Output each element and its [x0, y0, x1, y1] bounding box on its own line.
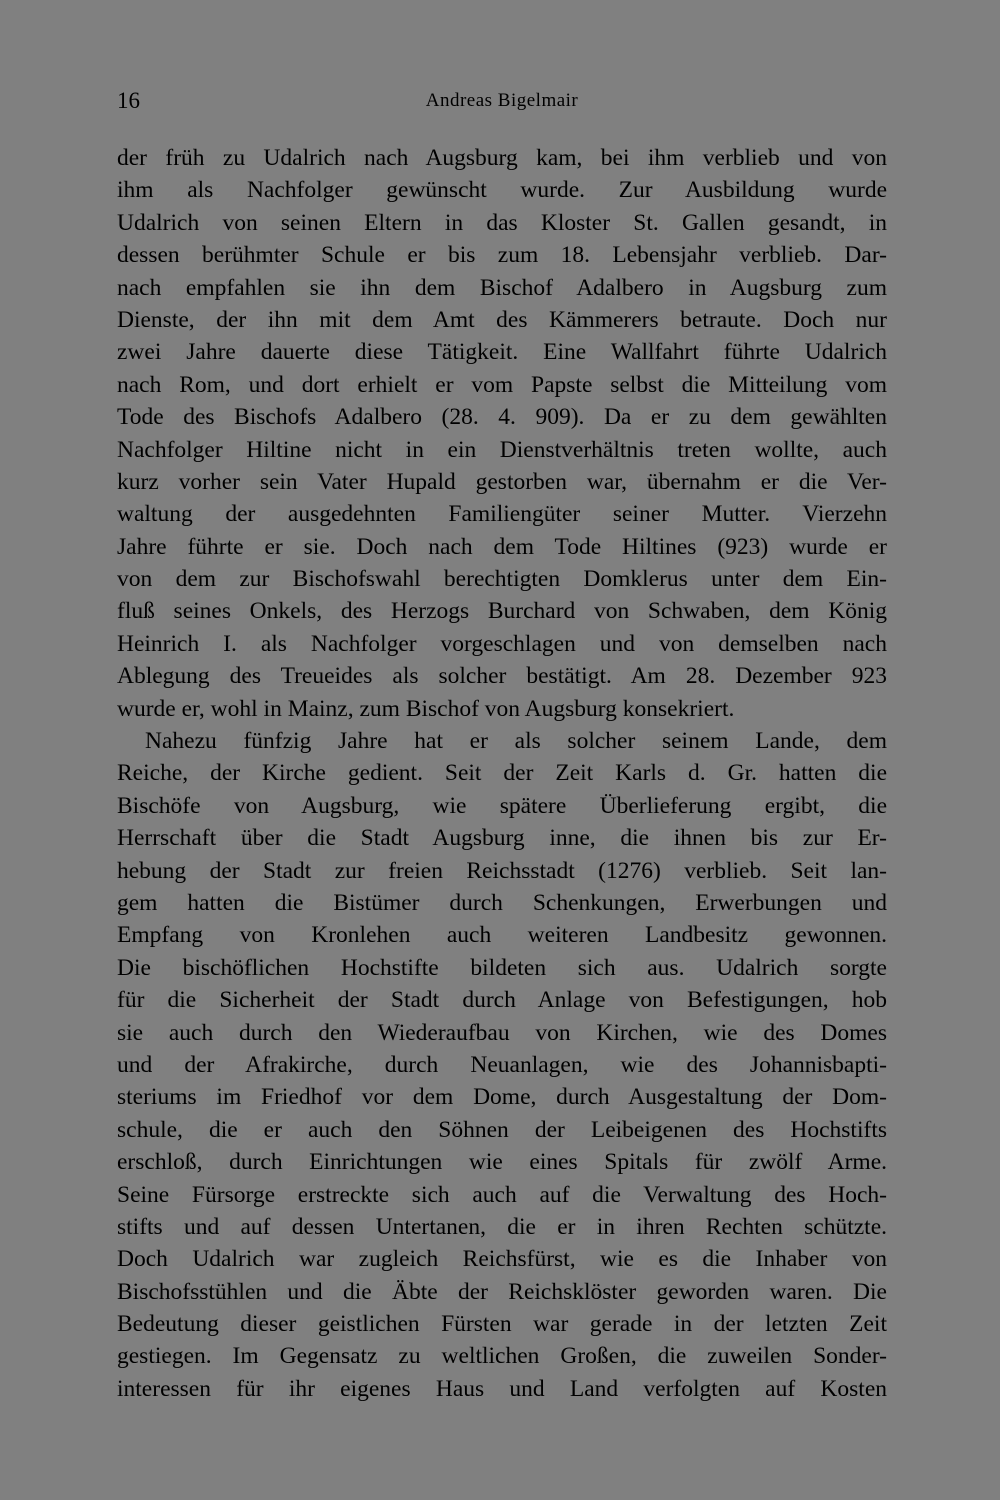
text-line: Doch Udalrich war zugleich Reichsfürst, wie es die Inhaber von	[117, 1246, 887, 1273]
text-line: Heinrich I. als Nachfolger vorgeschlagen und von demselben nach	[117, 630, 887, 657]
text-line: kurz vorher sein Vater Hupald gestorben war, übernahm er die Ver-	[117, 468, 887, 495]
text-line: ihm als Nachfolger gewünscht wurde. Zur Ausbildung wurde	[117, 177, 887, 204]
text-line: zwei Jahre dauerte diese Tätigkeit. Eine Wallfahrt führte Udalrich	[117, 339, 887, 366]
text-line: Nahezu fünfzig Jahre hat er als solcher seinem Lande, dem	[145, 728, 887, 755]
text-line: nach empfahlen sie ihn dem Bischof Adalbero in Augsburg zum	[117, 274, 887, 301]
text-line: Jahre führte er sie. Doch nach dem Tode Hiltines (923) wurde er	[117, 533, 887, 560]
text-line: wurde er, wohl in Mainz, zum Bischof von Augsburg konsekriert.	[117, 695, 735, 722]
text-line: gem hatten die Bistümer durch Schenkungen, Erwerbungen und	[117, 889, 887, 916]
text-line: hebung der Stadt zur freien Reichsstadt (1276) verblieb. Seit lan-	[117, 857, 887, 884]
text-line: und der Afrakirche, durch Neuanlagen, wie des Johannisbapti-	[117, 1051, 887, 1078]
text-line: von dem zur Bischofswahl berechtigten Domklerus unter dem Ein-	[117, 566, 887, 593]
paragraph	[117, 725, 887, 1405]
paragraph	[117, 142, 887, 725]
text-line: Bischofsstühlen und die Äbte der Reichsklöster geworden waren. Die	[117, 1278, 887, 1305]
text-line: Nachfolger Hiltine nicht in ein Dienstverhältnis treten wollte, auch	[117, 436, 887, 463]
text-line: für die Sicherheit der Stadt durch Anlage von Befestigungen, hob	[117, 987, 887, 1014]
text-line: Die bischöflichen Hochstifte bildeten sich aus. Udalrich sorgte	[117, 954, 887, 981]
text-line: Udalrich von seinen Eltern in das Kloster St. Gallen gesandt, in	[117, 209, 887, 236]
text-line: Empfang von Kronlehen auch weiteren Landbesitz gewonnen.	[117, 922, 887, 949]
text-line: Herrschaft über die Stadt Augsburg inne, die ihnen bis zur Er-	[117, 825, 887, 852]
page-number: 16	[117, 88, 140, 113]
text-line: steriums im Friedhof vor dem Dome, durch Ausgestaltung der Dom-	[117, 1084, 887, 1111]
text-line: Bischöfe von Augsburg, wie spätere Überlieferung ergibt, die	[117, 792, 887, 819]
text-line: Reiche, der Kirche gedient. Seit der Zeit Karls d. Gr. hatten die	[117, 760, 887, 787]
text-line: Tode des Bischofs Adalbero (28. 4. 909). Da er zu dem gewählten	[117, 404, 887, 431]
body-text	[117, 142, 887, 1405]
text-line: sie auch durch den Wiederaufbau von Kirchen, wie des Domes	[117, 1019, 887, 1046]
running-head-title: Andreas Bigelmair	[425, 90, 579, 111]
text-line: erschloß, durch Einrichtungen wie eines Spitals für zwölf Arme.	[117, 1149, 887, 1176]
text-line: stifts und auf dessen Untertanen, die er in ihren Rechten schützte.	[117, 1213, 887, 1240]
text-line: fluß seines Onkels, des Herzogs Burchard von Schwaben, dem König	[117, 598, 887, 625]
text-line: Ablegung des Treueides als solcher bestätigt. Am 28. Dezember 923	[117, 663, 887, 690]
running-head	[117, 88, 887, 118]
text-line: waltung der ausgedehnten Familiengüter seiner Mutter. Vierzehn	[117, 501, 887, 528]
text-line: Seine Fürsorge erstreckte sich auch auf die Verwaltung des Hoch-	[117, 1181, 887, 1208]
text-line: Dienste, der ihn mit dem Amt des Kämmerers betraute. Doch nur	[117, 306, 887, 333]
text-line: gestiegen. Im Gegensatz zu weltlichen Großen, die zuweilen Sonder-	[117, 1343, 887, 1370]
text-line: nach Rom, und dort erhielt er vom Papste selbst die Mitteilung vom	[117, 371, 887, 398]
text-line: Bedeutung dieser geistlichen Fürsten war gerade in der letzten Zeit	[117, 1311, 887, 1338]
text-line: dessen berühmter Schule er bis zum 18. Lebensjahr verblieb. Dar-	[117, 242, 887, 269]
text-line: der früh zu Udalrich nach Augsburg kam, bei ihm verblieb und von	[117, 145, 887, 171]
text-line: interessen für ihr eigenes Haus und Land verfolgten auf Kosten	[117, 1375, 887, 1402]
text-line: schule, die er auch den Söhnen der Leibeigenen des Hochstifts	[117, 1116, 887, 1143]
